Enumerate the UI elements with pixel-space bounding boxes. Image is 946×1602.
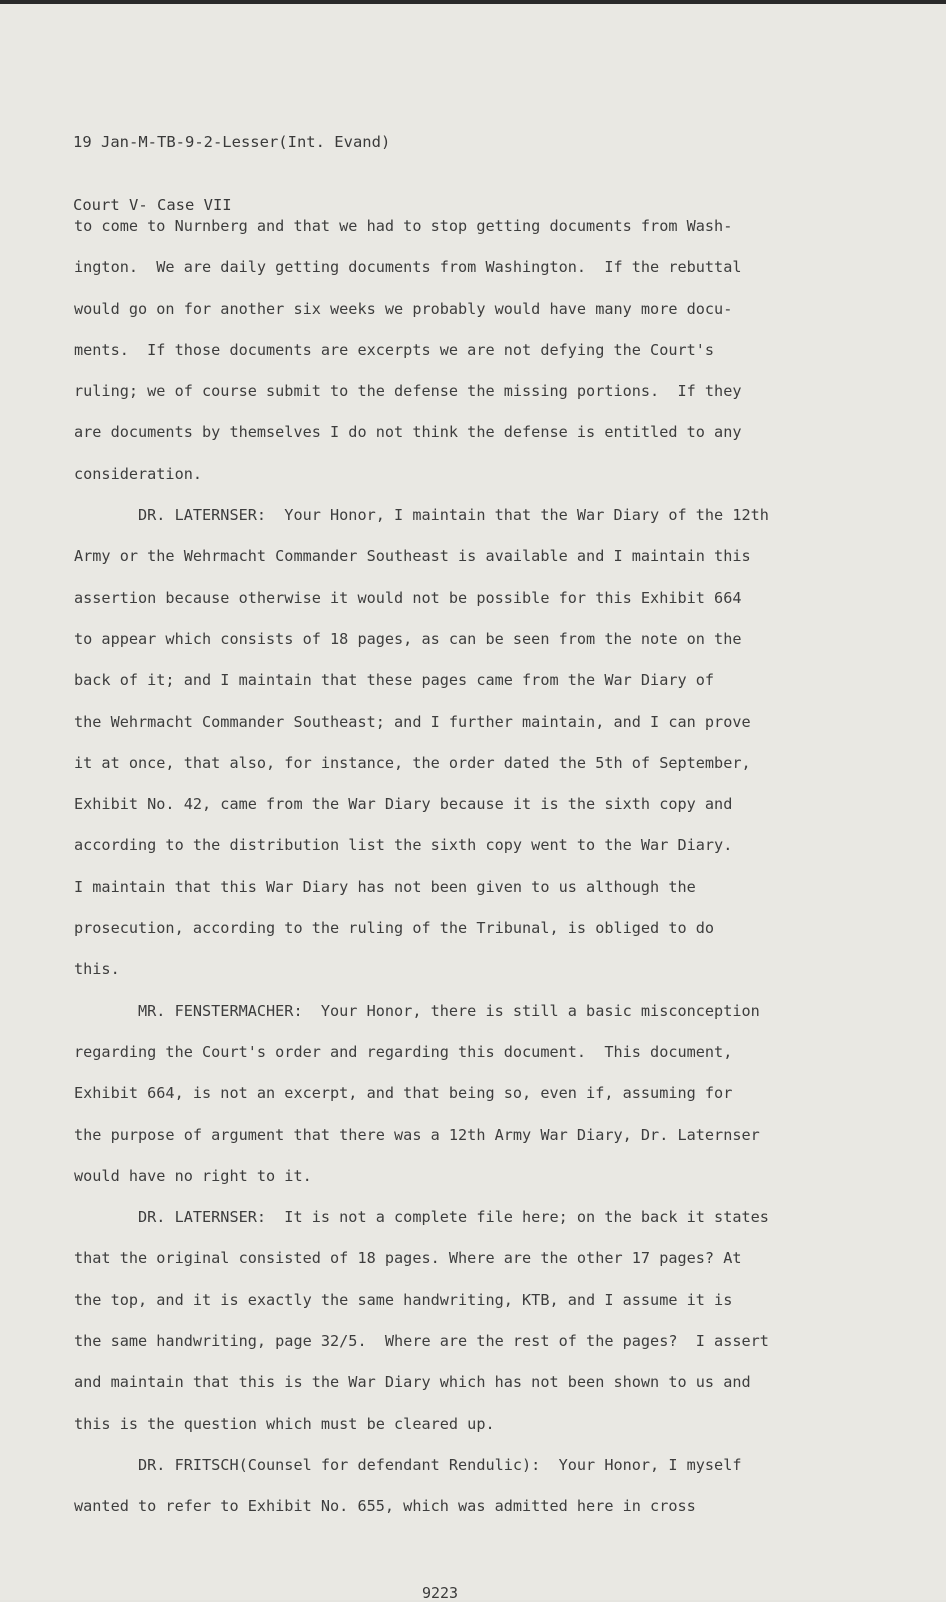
- body-line: to come to Nurnberg and that we had to stop getting documents from Wash-: [74, 217, 733, 235]
- body-line: wanted to refer to Exhibit No. 655, which was admitted here in cross: [74, 1497, 696, 1516]
- body-line: this.: [74, 960, 120, 979]
- body-line: would go on for another six weeks we probably would have many more docu-: [74, 299, 733, 318]
- body-line: consideration.: [74, 464, 203, 483]
- body-line: the same handwriting, page 32/5. Where are the rest of the pages? I assert: [74, 1332, 769, 1351]
- body-line: it at once, that also, for instance, the order dated the 5th of September,: [74, 753, 751, 772]
- body-line: I maintain that this War Diary has not been given to us although the: [74, 877, 696, 896]
- scan-top-edge: [0, 0, 946, 4]
- body-line: the top, and it is exactly the same handwriting, KTB, and I assume it is: [74, 1290, 733, 1309]
- header-line-1: 19 Jan-M-TB-9-2-Lesser(Int. Evand): [73, 133, 391, 151]
- body-line: would have no right to it.: [74, 1166, 312, 1185]
- body-line: assertion because otherwise it would not be possible for this Exhibit 664: [74, 588, 742, 607]
- body-line: DR. LATERNSER: Your Honor, I maintain that the War Diary of the 12th: [74, 506, 769, 525]
- body-line: Exhibit 664, is not an excerpt, and that being so, even if, assuming for: [74, 1084, 733, 1103]
- body-line: the Wehrmacht Commander Southeast; and I further maintain, and I can prove: [74, 712, 751, 731]
- body-line: according to the distribution list the sixth copy went to the War Diary.: [74, 836, 733, 855]
- body-line: Army or the Wehrmacht Commander Southeast is available and I maintain this: [74, 547, 751, 566]
- body-line: that the original consisted of 18 pages. Where are the other 17 pages? At: [74, 1249, 742, 1268]
- body-line: DR. LATERNSER: It is not a complete file here; on the back it states: [74, 1208, 769, 1227]
- header-line-2: Court V- Case VII: [73, 196, 232, 214]
- body-line: this is the question which must be cleared up.: [74, 1414, 495, 1433]
- body-line: the purpose of argument that there was a 12th Army War Diary, Dr. Laternser: [74, 1125, 760, 1144]
- body-line: DR. FRITSCH(Counsel for defendant Rendulic): Your Honor, I myself: [74, 1455, 742, 1474]
- body-line: prosecution, according to the ruling of the Tribunal, is obliged to do: [74, 919, 715, 938]
- body-line: and maintain that this is the War Diary which has not been shown to us and: [74, 1373, 751, 1392]
- page-number-text: 9223: [421, 1584, 459, 1602]
- transcript-body: [74, 206, 874, 1528]
- body-line: Exhibit No. 42, came from the War Diary because it is the sixth copy and: [74, 795, 733, 814]
- body-line: ments. If those documents are excerpts we are not defying the Court's: [74, 340, 715, 359]
- body-line: back of it; and I maintain that these pages came from the War Diary of: [74, 671, 715, 690]
- body-line: ington. We are daily getting documents from Washington. If the rebuttal: [74, 258, 742, 277]
- body-line: regarding the Court's order and regarding this document. This document,: [74, 1042, 733, 1061]
- body-line: are documents by themselves I do not think the defense is entitled to any: [74, 423, 742, 442]
- body-line: ruling; we of course submit to the defense the missing portions. If they: [74, 382, 742, 401]
- body-line: to appear which consists of 18 pages, as can be seen from the note on the: [74, 629, 742, 648]
- page-number: [0, 1584, 946, 1602]
- body-line: MR. FENSTERMACHER: Your Honor, there is still a basic misconception: [74, 1001, 760, 1020]
